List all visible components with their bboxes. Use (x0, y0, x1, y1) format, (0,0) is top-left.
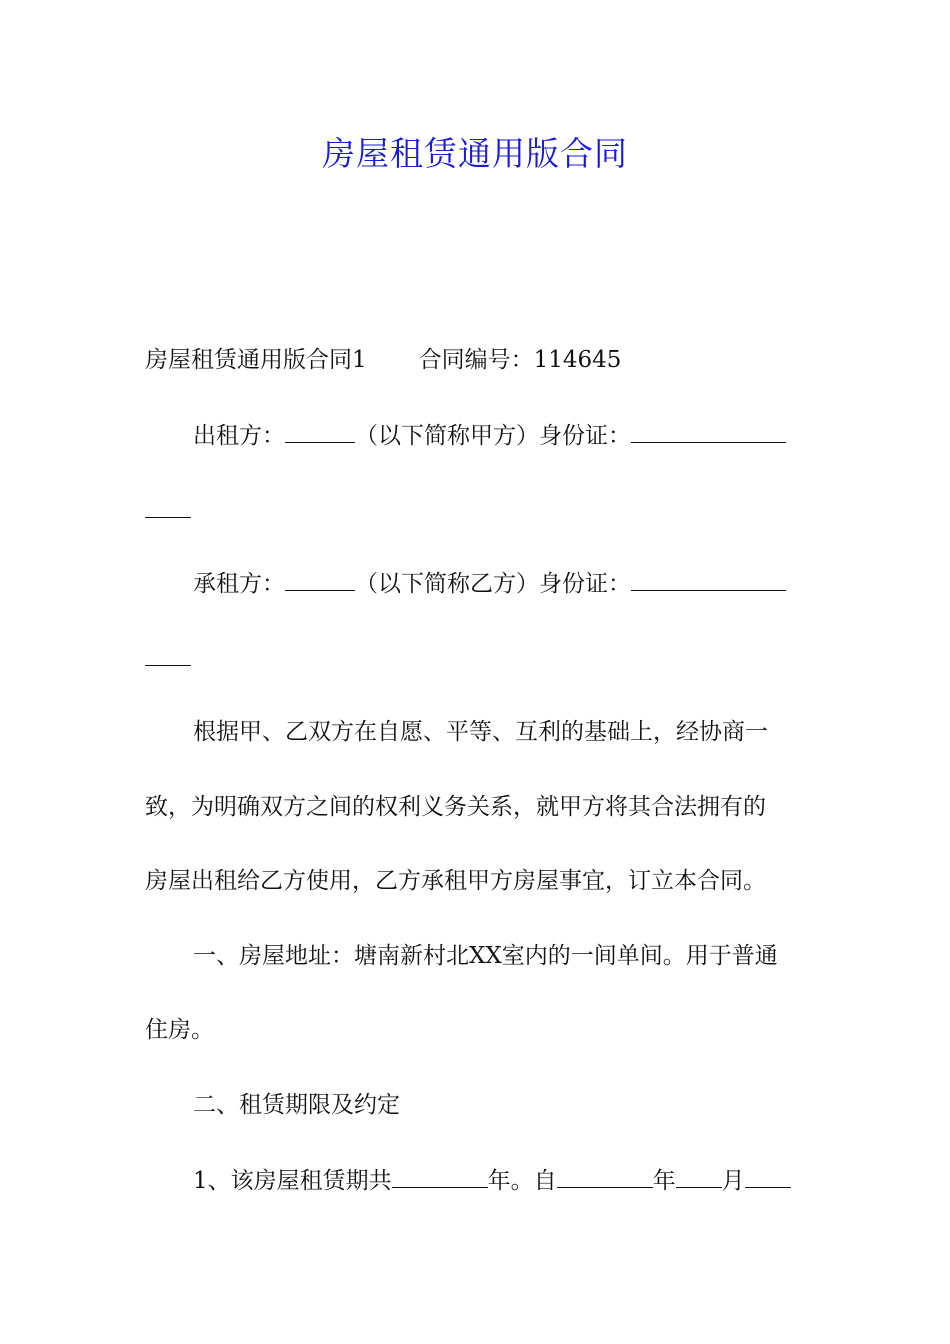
start-day-blank (745, 1165, 791, 1188)
contract-number: 合同编号：114645 (418, 347, 622, 373)
lessor-line (193, 420, 786, 451)
clause1-text-a: 1、该房屋租赁期共 (193, 1168, 392, 1194)
lessor-id-blank (631, 420, 786, 443)
lessor-abbr: （以下简称甲方）身份证： (355, 423, 631, 449)
clause1-text-d: 月 (721, 1168, 745, 1194)
preamble-line-3: 房屋出租给乙方使用，乙方承租甲方房屋事宜，订立本合同。 (145, 868, 766, 894)
header-line (145, 345, 621, 375)
lessee-abbr: （以下简称乙方）身份证： (355, 571, 631, 597)
lessee-label: 承租方： (193, 571, 285, 597)
clause1-text-b: 年。自 (487, 1168, 557, 1194)
lessor-label: 出租方： (193, 423, 285, 449)
term-years-blank (392, 1165, 488, 1188)
section1-line-1: 一、房屋地址：塘南新村北XX室内的一间单间。用于普通 (193, 943, 778, 969)
clause1-text-c: 年 (652, 1168, 676, 1194)
start-year-blank (557, 1165, 653, 1188)
lessee-id-blank (631, 568, 786, 591)
preamble-line-2: 致，为明确双方之间的权利义务关系，就甲方将其合法拥有的 (145, 794, 766, 820)
lessor-line-cont (145, 495, 191, 526)
section2-title: 二、租赁期限及约定 (193, 1092, 400, 1118)
lessee-line (193, 568, 786, 599)
lessee-line-cont (145, 643, 191, 674)
lessee-name-blank (285, 568, 355, 591)
clause1-line (193, 1165, 791, 1196)
lessee-id-blank-cont (145, 643, 191, 666)
preamble-line-1: 根据甲、乙双方在自愿、平等、互利的基础上，经协商一 (193, 719, 768, 745)
lessor-name-blank (285, 420, 355, 443)
document-title: 房屋租赁通用版合同 (322, 134, 628, 173)
header-left: 房屋租赁通用版合同1 (145, 347, 367, 373)
start-month-blank (676, 1165, 722, 1188)
lessor-id-blank-cont (145, 495, 191, 518)
section1-line-2: 住房。 (145, 1017, 214, 1043)
